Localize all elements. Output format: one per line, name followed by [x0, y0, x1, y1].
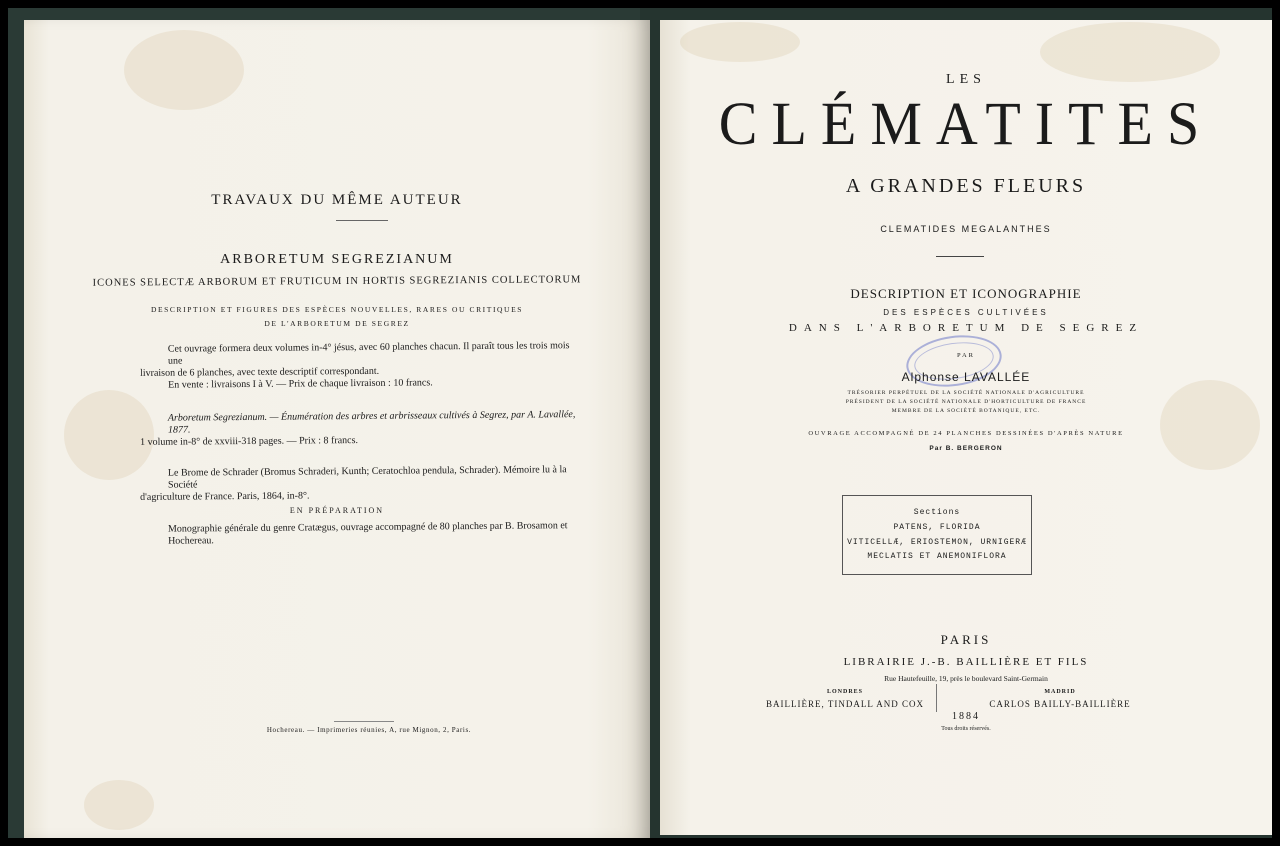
publication-year: 1884	[952, 711, 980, 722]
imprint-divider	[334, 721, 394, 722]
arboretum-line: DANS L'ARBORETUM DE SEGREZ	[788, 322, 1144, 334]
publication-city: PARIS	[940, 632, 992, 647]
description-heading: DESCRIPTION ET ICONOGRAPHIE	[850, 286, 1082, 301]
paragraph-line: Cet ouvrage formera deux volumes in-4° jésus, avec 60 planches chacun. Il paraît tous les trois mois une	[167, 340, 570, 367]
author-title-3: MEMBRE DE LA SOCIÉTÉ BOTANIQUE, ETC.	[891, 408, 1041, 414]
paragraph-monographie	[140, 520, 580, 548]
rights-notice: Tous droits réservés.	[941, 726, 991, 732]
works-heading: TRAVAUX DU MÊME AUTEUR	[211, 192, 463, 208]
by-label: PAR	[956, 352, 976, 359]
sections-line: PATENS, FLORIDA	[893, 523, 981, 532]
description-line-2: DE L'ARBORETUM DE SEGREZ	[264, 319, 410, 328]
sections-line: VITICELLÆ, ERIOSTEMON, URNIGERÆ	[847, 538, 1027, 547]
sections-line: MECLATIS ET ANEMONIFLORA	[867, 552, 1007, 561]
paragraph-arboretum	[140, 340, 580, 392]
icones-subtitle: ICONES SELECTÆ ARBORUM ET FRUTICUM IN HORTIS SEGREZIANIS COLLECTORUM	[92, 274, 582, 289]
london-label: LONDRES	[826, 689, 863, 695]
author-title-2: PRÉSIDENT DE LA SOCIÉTÉ NATIONALE D'HORTICULTURE DE FRANCE	[845, 399, 1087, 405]
title-article: LES	[946, 72, 986, 87]
paragraph-enumeration	[140, 409, 580, 449]
left-page	[24, 20, 650, 838]
illustrator: Par B. BERGERON	[929, 445, 1003, 452]
right-page	[660, 20, 1272, 835]
london-publisher: BAILLIÈRE, TINDALL AND COX	[766, 699, 924, 709]
latin-title: CLEMATIDES MEGALANTHES	[880, 224, 1052, 234]
publisher-address: Rue Hautefeuille, 19, près le boulevard Saint-Germain	[884, 674, 1048, 683]
sections-label: Sections	[913, 508, 961, 517]
book-title: CLÉMATITES	[718, 89, 1214, 158]
paragraph-line: Monographie générale du genre Cratægus, ouvrage accompagné de 80 planches par B. Brosamon et Hochereau.	[167, 520, 568, 547]
madrid-publisher: CARLOS BAILLY-BAILLIÈRE	[989, 699, 1131, 709]
book-subtitle: A GRANDES FLEURS	[845, 175, 1087, 197]
arboretum-title: ARBORETUM SEGREZIANUM	[220, 252, 454, 267]
paragraph-line: d'agriculture de France. Paris, 1864, in-8°.	[140, 490, 310, 503]
sections-box	[842, 495, 1032, 575]
paragraph-brome	[140, 464, 580, 504]
paragraph-line: En vente : livraisons I à V. — Prix de chaque livraison : 10 francs.	[168, 377, 433, 391]
author-title-1: TRÉSORIER PERPÉTUEL DE LA SOCIÉTÉ NATIONALE D'AGRICULTURE	[847, 390, 1085, 396]
plates-note: OUVRAGE ACCOMPAGNÉ DE 24 PLANCHES DESSINÉES D'APRÈS NATURE	[808, 430, 1124, 437]
author-name: Alphonse LAVALLÉE	[901, 370, 1031, 384]
description-line-1: DESCRIPTION ET FIGURES DES ESPÈCES NOUVELLES, RARES OU CRITIQUES	[150, 305, 524, 314]
paragraph-line: 1 volume in-8° de xxviii-318 pages. — Prix : 8 francs.	[140, 435, 359, 448]
paragraph-line: Le Brome de Schrader (Bromus Schraderi, Kunth; Ceratochloa pendula, Schrader). Mémoire lu à la Société	[167, 464, 567, 491]
heading-divider	[336, 220, 388, 221]
title-divider	[936, 256, 984, 257]
preparation-heading: EN PRÉPARATION	[289, 506, 385, 515]
species-line: DES ESPÈCES CULTIVÉES	[883, 308, 1049, 317]
printer-imprint: Hochereau. — Imprimeries réunies, A, rue Mignon, 2, Paris.	[266, 726, 472, 734]
paragraph-line: livraison de 6 planches, avec texte descriptif correspondant.	[140, 365, 380, 379]
paragraph-line: Arboretum Segrezianum. — Énumération des arbres et arbrisseaux cultivés à Segrez, par A. Lavallée, 1877.	[167, 409, 576, 436]
publisher: LIBRAIRIE J.-B. BAILLIÈRE ET FILS	[843, 656, 1089, 668]
madrid-label: MADRID	[1044, 689, 1076, 695]
